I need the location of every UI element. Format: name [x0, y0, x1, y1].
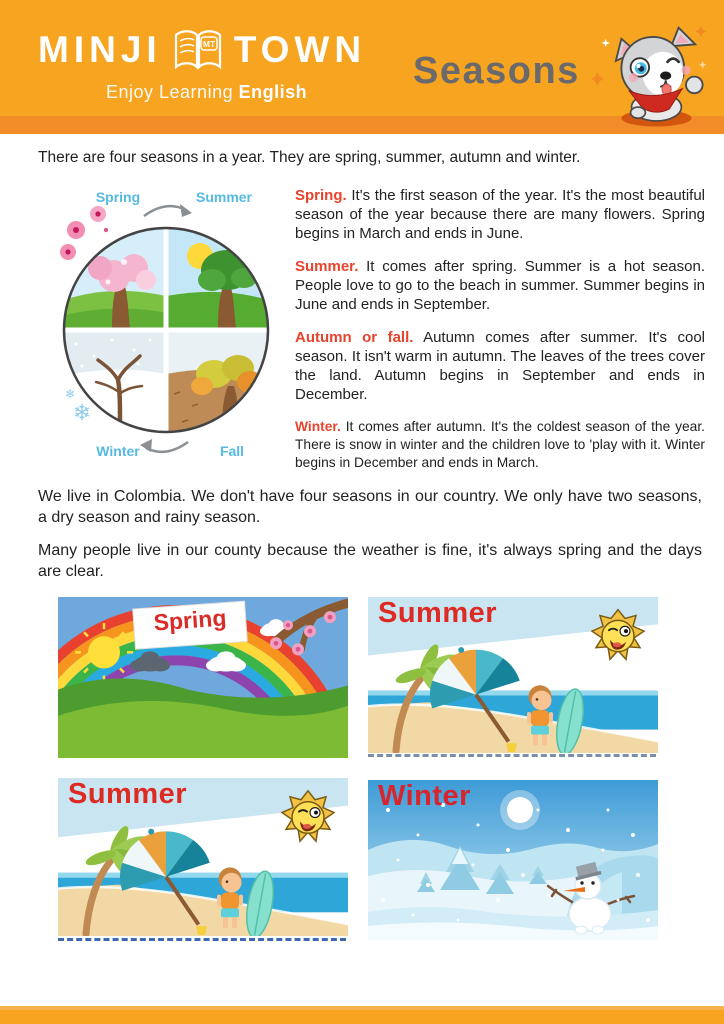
winter-paragraph — [295, 418, 705, 472]
intro-paragraph: There are four seasons in a year. They are spring, summer, autumn and winter. — [38, 149, 581, 166]
winter-card — [368, 780, 658, 940]
snowflake-icon: ❄ — [64, 387, 76, 401]
summer-card-label: Summer — [378, 597, 498, 629]
summer-lead: Summer. — [295, 258, 359, 275]
spring-lead: Spring. — [295, 187, 347, 204]
autumn-paragraph — [295, 328, 705, 404]
tagline-bold: English — [238, 82, 308, 102]
summer-paragraph — [295, 257, 705, 314]
seasons-wheel-diagram — [42, 184, 288, 460]
summer-card-top — [368, 597, 658, 753]
sparkle-icon — [602, 39, 610, 47]
book-initials: MT — [202, 39, 215, 49]
dashed-underline — [58, 938, 346, 941]
autumn-body: Autumn comes after summer. It's cool season. It isn't warm in autumn. The leaves of the trees cover the land. Autumn begins in September and ends in December. — [295, 329, 705, 403]
wheel-label-fall: Fall — [219, 443, 245, 459]
sparkle-icon — [695, 26, 706, 37]
brand-logo — [38, 26, 366, 72]
season-paragraphs — [295, 186, 705, 486]
winter-lead: Winter. — [295, 419, 341, 434]
summer-card-label: Summer — [68, 778, 188, 810]
wheel-label-summer: Summer — [195, 189, 253, 205]
spring-card — [58, 597, 348, 758]
brand-word-minji: MINJI — [38, 28, 162, 70]
spring-card-label: Spring — [152, 604, 228, 636]
autumn-lead: Autumn or fall. — [295, 329, 414, 346]
snowflake-icon: ❄ — [72, 400, 92, 425]
spring-paragraph — [295, 186, 705, 243]
wheel-label-spring: Spring — [95, 189, 141, 205]
wheel-label-winter: Winter — [96, 443, 140, 459]
dashed-underline — [368, 754, 656, 757]
summer-body: It comes after spring. Summer is a hot season. People love to go to the beach in summer. Summer begins in June and ends in September. — [295, 258, 705, 313]
dog-mascot — [590, 10, 710, 134]
colombia-paragraph-2: Many people live in our county because the weather is fine, it's always spring and the days are clear. — [38, 542, 702, 580]
footer-bar — [0, 1010, 724, 1024]
book-logo-icon — [172, 26, 224, 72]
sparkle-icon — [591, 72, 604, 86]
spring-body: It's the first season of the year. It's the most beautiful season of the year because there are many flowers. Spring begins in March and ends in June. — [295, 187, 706, 242]
arrow-right-icon — [144, 206, 186, 216]
sparkle-icon — [699, 61, 706, 69]
winter-body: It comes after autumn. It's the coldest season of the year. There is snow in winter and the children love to 'play with it. Winter begins in December and ends in March. — [295, 419, 705, 470]
winter-card-label: Winter — [378, 780, 471, 812]
brand-tagline — [106, 82, 307, 103]
brand-word-town: TOWN — [233, 28, 367, 70]
page-title: Seasons — [413, 50, 580, 92]
colombia-paragraph-1: We live in Colombia. We don't have four seasons in our country. We only have two seasons, a dry season and rainy season. — [38, 488, 702, 526]
summer-card-bottom — [58, 778, 348, 936]
tagline-light: Enjoy Learning — [106, 82, 234, 102]
arrow-left-icon — [146, 442, 188, 452]
